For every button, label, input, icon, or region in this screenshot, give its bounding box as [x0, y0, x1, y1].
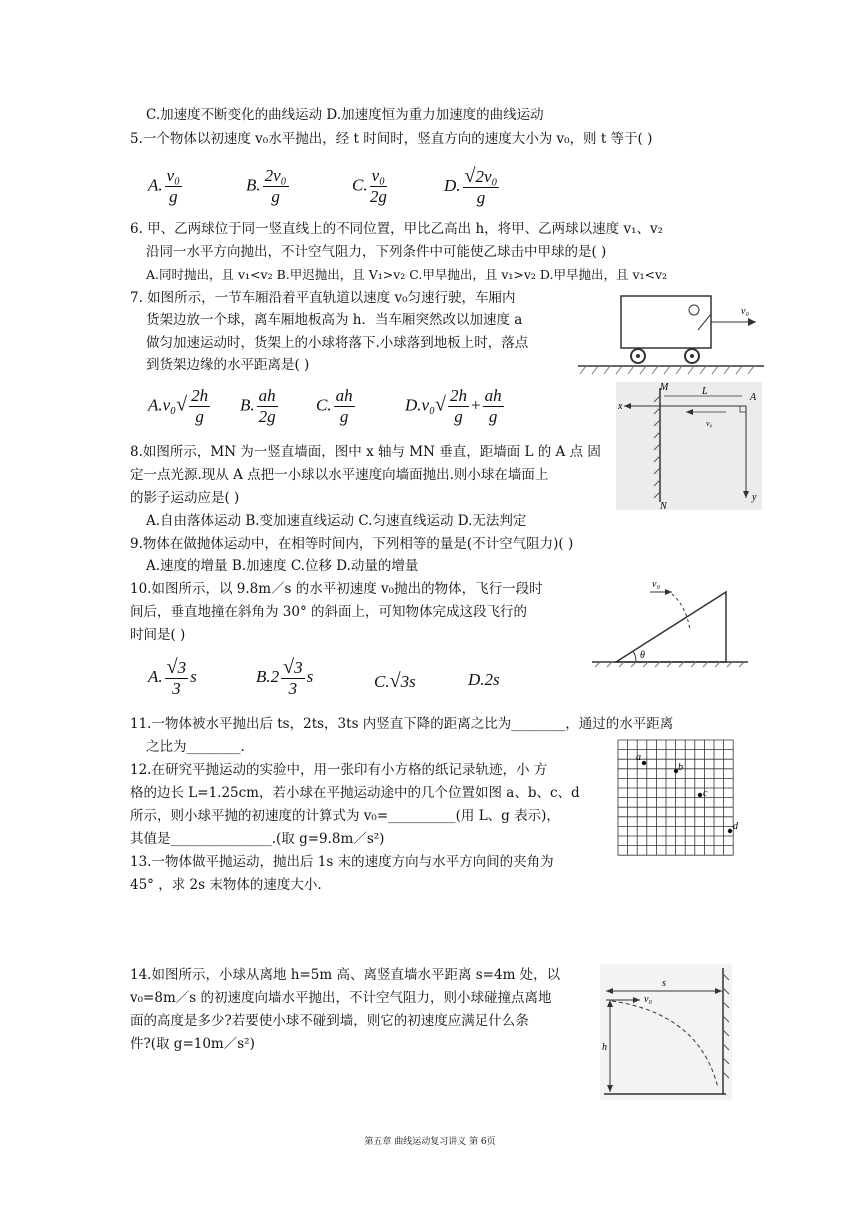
q10-stem-3: 时间是( )	[130, 627, 186, 643]
q10-stem-2: 间后，垂直地撞在斜角为 30° 的斜面上，可知物体完成这段飞行的	[130, 604, 528, 620]
q12-stem-3: 所示，则小球平抛的初速度的计算式为 v₀=__________(用 L、g 表示)，	[130, 808, 560, 824]
label-c: c	[703, 788, 708, 799]
label-m: M	[660, 382, 669, 393]
q12-stem-1: 12.在研究平抛运动的实验中，用一张印有小方格的纸记录轨迹，小 方	[130, 762, 548, 778]
point-c	[698, 793, 702, 797]
q7-stem-1: 7. 如图所示，一节车厢沿着平直轨道以速度 v₀匀速行驶，车厢内	[130, 290, 516, 306]
incline	[616, 592, 726, 662]
label-l: L	[702, 386, 708, 397]
q13-stem-1: 13.一物体做平抛运动，抛出后 1s 末的速度方向与水平方向间的夹角为	[130, 854, 554, 870]
q5-stem: 5.一个物体以初速度 v₀水平抛出，经 t 时间时，竖直方向的速度大小为 v₀，则 t 等于( )	[130, 131, 653, 147]
q14-stem-2: v₀=8m／s 的初速度向墙水平抛出，不计空气阻力，则小球碰撞点离地	[130, 990, 552, 1006]
q10-option-b: B.2 $\frac{√3}{3}$ s	[256, 656, 314, 698]
label-a: a	[636, 752, 641, 763]
q8-stem-3: 的影子运动应是( )	[130, 490, 240, 506]
q9-stem: 9.物体在做抛体运动中，在相等时间内，下列相等的量是(不计空气阻力)( )	[130, 536, 574, 552]
q10-option-a: A. $\frac{√3}{3}$ s	[148, 656, 197, 698]
q7-option-a: A.v₀√ $\frac{2h}{g}$	[148, 386, 209, 426]
q6-stem-1: 6. 甲、乙两球位于同一竖直线上的不同位置，甲比乙高出 h，将甲、乙两球以速度 v₁、v₂	[130, 221, 664, 237]
label-x: x	[618, 401, 623, 412]
q7-option-c: C. $\frac{ah}{g}$	[316, 386, 353, 426]
q8-options: A.自由落体运动 B.变加速直线运动 C.匀速直线运动 D.无法判定	[146, 513, 527, 529]
grid-figure	[616, 738, 746, 856]
carriage-body	[621, 296, 711, 348]
q5-option-a: A. $\frac{\text{v₀}}{g}$	[148, 166, 181, 206]
q10-option-c: C.√3s	[374, 670, 416, 692]
shelf	[698, 314, 711, 330]
ball	[689, 305, 699, 315]
label-s: s	[662, 978, 666, 989]
carriage-figure	[576, 290, 766, 376]
q14-stem-4: 件?(取 g=10m／s²)	[130, 1036, 255, 1052]
label-v0: v₀	[706, 419, 713, 428]
q8-stem-2: 定一点光源.现从 A 点把一小球以水平速度向墙面抛出.则小球在墙面上	[130, 467, 549, 483]
q11-stem-1: 11.一物体被水平抛出后 ts，2ts，3ts 内竖直下降的距离之比为________，通过的水平距离	[130, 716, 674, 732]
v0-label: v₀	[741, 306, 749, 317]
q8-stem-1: 8.如图所示，MN 为一竖直墙面，图中 x 轴与 MN 垂直，距墙面 L 的 A 点 固	[130, 444, 601, 460]
q7-option-b: B. $\frac{ah}{2g}$	[240, 386, 276, 426]
point-a	[642, 761, 646, 765]
incline-figure	[590, 576, 750, 668]
page-footer: 第五章 曲线运动复习讲义 第 6页	[364, 1137, 496, 1147]
q9-options: A.速度的增量 B.加速度 C.位移 D.动量的增量	[146, 558, 419, 574]
q6-stem-2: 沿同一水平方向抛出，不计空气阻力，下列条件中可能使乙球击中甲球的是( )	[146, 244, 607, 260]
wall-shadow-figure	[616, 382, 762, 510]
q5-option-d: D. $\frac{\text{√2v₀}}{g}$	[444, 165, 498, 207]
v0-label: v₀	[644, 994, 652, 1005]
label-d: d	[733, 821, 738, 832]
q5-option-c: C. $\frac{\text{v₀}}{2g}$	[352, 166, 387, 206]
v0-label: v₀	[652, 579, 660, 590]
q12-stem-4: 其值是_______________.(取 g=9.8m／s²)	[130, 831, 385, 847]
q7-option-d: D.v₀√ $\frac{2h}{g}$ + $\frac{ah}{g}$	[405, 386, 502, 426]
q7-stem-3: 做匀加速运动时，货架上的小球将落下.小球落到地板上时，落点	[146, 335, 529, 351]
point-d	[728, 829, 732, 833]
q7-stem-4: 到货架边缘的水平距离是( )	[146, 357, 310, 373]
q14-stem-1: 14.如图所示，小球从离地 h=5m 高、离竖直墙水平距离 s=4m 处，以	[130, 967, 561, 983]
q5-option-b: B. $\frac{\text{2v₀}}{g}$	[246, 166, 287, 206]
theta-label: θ	[640, 650, 645, 661]
q4-options-cd: C.加速度不断变化的曲线运动 D.加速度恒为重力加速度的曲线运动	[146, 107, 544, 123]
q10-stem-1: 10.如图所示，以 9.8m／s 的水平初速度 v₀抛出的物体，飞行一段时	[130, 581, 543, 597]
q6-options: A.同时抛出，且 v₁<v₂ B.甲迟抛出，且 V₁>v₂ C.甲早抛出，且 v₁>v₂ D.甲早抛出，且 v₁<v₂	[146, 267, 668, 282]
q7-stem-2: 货架边放一个球，离车厢地板高为 h．当车厢突然改以加速度 a	[146, 312, 523, 328]
wall-trajectory-figure	[600, 964, 732, 1100]
q11-stem-2: 之比为________.	[146, 739, 245, 755]
label-n: N	[660, 501, 667, 510]
label-h: h	[602, 1042, 607, 1053]
label-y: y	[752, 492, 757, 503]
q10-option-d: D.2s	[468, 670, 500, 689]
label-a: A	[750, 392, 757, 403]
q14-stem-3: 面的高度是多少?若要使小球不碰到墙，则它的初速度应满足什么条	[130, 1013, 529, 1029]
label-b: b	[678, 762, 683, 773]
q13-stem-2: 45° ，求 2s 末物体的速度大小.	[130, 877, 322, 893]
q12-stem-2: 格的边长 L=1.25cm，若小球在平抛运动途中的几个位置如图 a、b、c、d	[130, 785, 580, 801]
